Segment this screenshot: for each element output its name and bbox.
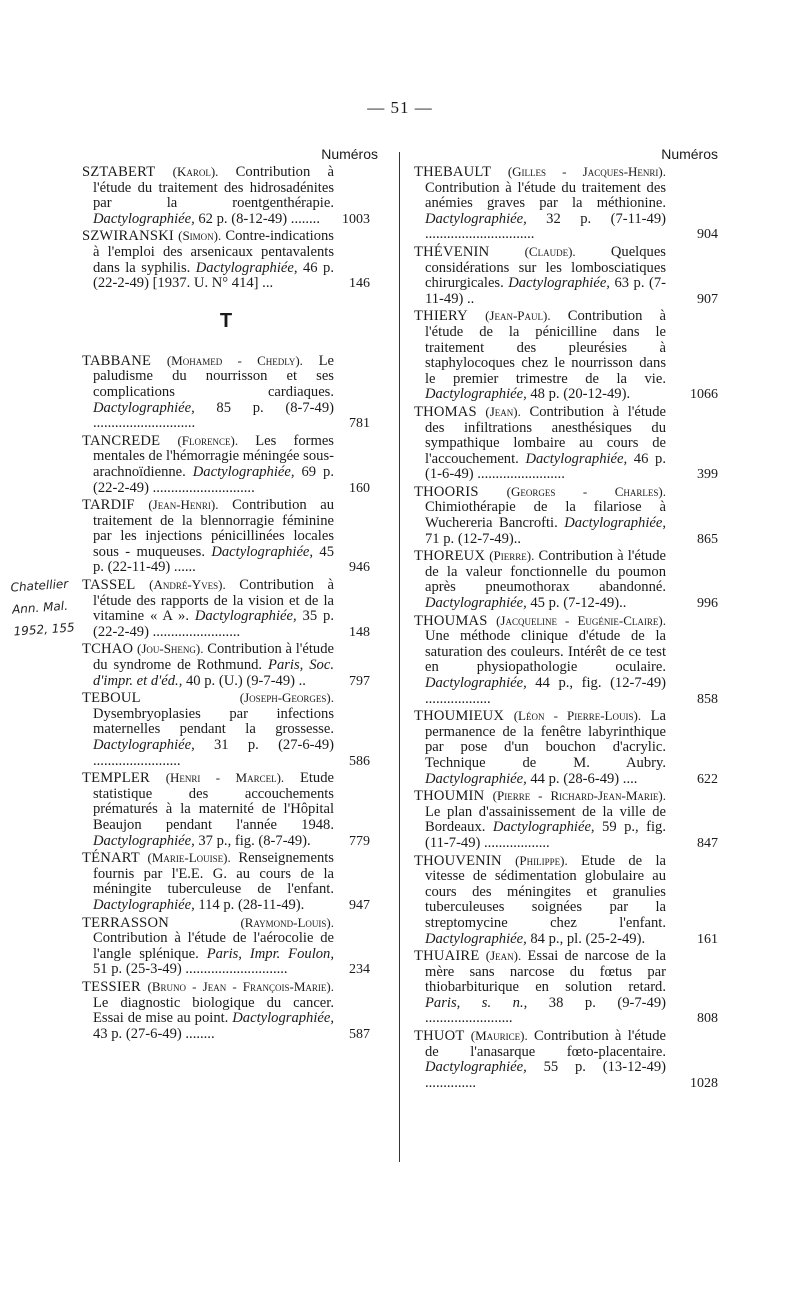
entry-publication: Dactylographiée, [232, 1010, 334, 1027]
entry-number: 865 [697, 531, 718, 547]
index-entry [414, 852, 718, 948]
entry-number: 797 [349, 673, 370, 689]
entry-number: 586 [349, 753, 370, 769]
index-entry [82, 433, 370, 496]
entry-publication: Dactylographiée, [508, 275, 610, 292]
entry-title: Chimiothérapie de la filariose à Wuchereria Bancrofti. [425, 499, 666, 532]
entry-author: TARDIF [82, 497, 135, 514]
entry-details: 38 p. (9-7-49) ........................ [425, 994, 666, 1027]
index-entry [82, 164, 370, 227]
entry-publication: Dactylographiée, [93, 210, 195, 227]
entry-title: Les formes mentales de l'hémorragie méningée sous-arachnoïdienne. [93, 432, 334, 480]
entry-details: 32 p. (7-11-49) .............................. [425, 210, 666, 243]
entry-details: 55 p. (13-12-49) .............. [425, 1059, 666, 1091]
entry-author: TCHAO [82, 641, 134, 658]
entry-number: 904 [697, 227, 718, 243]
entry-publication: Paris, Soc. d'impr. et d'éd., [93, 657, 334, 689]
entry-publication: Dactylographiée, [194, 608, 297, 625]
entry-author: SZTABERT [82, 164, 156, 180]
column-header-left: Numéros [321, 146, 378, 162]
entry-author: THUAIRE [414, 948, 480, 965]
left-entries-before-section [82, 164, 370, 292]
entry-title: Quelques considérations sur les lombosciatiques chirurgicales. [425, 243, 666, 292]
entry-author: TEMPLER [82, 770, 150, 787]
index-entry [82, 979, 370, 1042]
index-entry [82, 850, 370, 913]
entry-given-names: (Claude). [524, 243, 576, 259]
index-entry [82, 497, 370, 576]
index-entry [82, 353, 370, 432]
entry-details: 51 p. (25-3-49) ............................ [93, 961, 288, 978]
entry-details: 62 p. (8-12-49) ........ [194, 210, 320, 227]
entry-details: 84 p., pl. (25-2-49). [526, 930, 646, 947]
left-column [82, 144, 378, 1043]
entry-details: 63 p. (7-11-49) .. [425, 275, 666, 307]
entry-title: Contribution à l'étude de l'aérocolie de l'angle splénique. [93, 930, 334, 962]
entry-publication: Dactylographiée, [211, 543, 314, 560]
entry-publication: Dactylographiée, [492, 819, 595, 836]
entry-given-names: (Henri - Marcel). [165, 770, 285, 786]
entry-number: 946 [349, 560, 370, 576]
entry-details: 44 p. (28-6-49) .... [526, 770, 638, 787]
entry-details: 31 p. (27-6-49) ........................ [93, 737, 334, 769]
entry-publication: Dactylographiée, [192, 463, 295, 480]
entry-given-names: (Mohamed - Chedly). [166, 352, 303, 368]
entry-author: THOUVENIN [414, 852, 502, 869]
entry-title: La permanence de la fenêtre labyrinthique par pose d'un bouchon d'acrylic. Technique de M. Aubry. [425, 708, 666, 771]
entry-given-names: (Pierre). [489, 548, 535, 564]
entry-title: Contre-indications à l'emploi des arsenicaux pentavalents dans la syphilis. [93, 228, 334, 276]
entry-author: TABBANE [82, 352, 152, 369]
index-entry [82, 770, 370, 849]
entry-author: THIERY [414, 308, 468, 325]
entry-number: 161 [697, 931, 718, 947]
entry-author: TERRASSON [82, 914, 169, 931]
entry-given-names: (Pierre - Richard-Jean-Marie). [492, 788, 666, 804]
entry-title: Le paludisme du nourrisson et ses complications cardiaques. [93, 352, 334, 400]
entry-author: TÉNART [82, 850, 140, 867]
entry-number: 587 [349, 1026, 370, 1042]
entry-given-names: (Florence). [177, 432, 239, 448]
right-column [414, 144, 718, 1092]
entry-title: Contribution à l'étude de la valeur fonctionnelle du poumon après pneumothorax abandonné. [425, 548, 666, 596]
entry-details: 114 p. (28-11-49). [194, 896, 305, 913]
index-entry [414, 308, 718, 403]
index-entry [82, 690, 370, 769]
entry-given-names: (Bruno - Jean - François-Marie). [147, 978, 334, 994]
index-entry [414, 483, 718, 547]
entry-number: 996 [697, 596, 718, 612]
entry-author: THUOT [414, 1028, 465, 1045]
entry-details: 69 p. (22-2-49) ............................ [93, 463, 334, 496]
entry-publication: Dactylographiée, [93, 737, 195, 753]
right-entries [414, 164, 718, 1091]
index-entry [414, 708, 718, 787]
entry-publication: Dactylographiée, [564, 515, 666, 532]
entry-number: 160 [349, 480, 370, 496]
index-entry [414, 403, 718, 483]
entry-author: THOORIS [414, 483, 479, 500]
annotation-line: 1952, 155 [13, 620, 76, 639]
entry-title: Le plan d'assainissement de la ville de Bordeaux. [425, 803, 666, 836]
left-entries-after-section [82, 353, 370, 1043]
index-entry [414, 548, 718, 612]
entry-details: 37 p., fig. (8-7-49). [194, 832, 311, 849]
entry-publication: Dactylographiée, [425, 1059, 527, 1076]
entry-given-names: (Simon). [178, 228, 222, 244]
entry-details: 45 p. (7-12-49).. [526, 595, 627, 612]
index-entry [414, 243, 718, 307]
entry-title: Etude de la vitesse de sédimentation globulaire au cours des méningites et granulies tuberculeuses soignées par la streptomycine chez l'enfant. [425, 852, 666, 931]
entry-publication: Dactylographiée, [425, 675, 527, 691]
entry-author: THEBAULT [414, 164, 492, 180]
entry-given-names: (Jean-Paul). [485, 308, 551, 324]
entry-publication: Dactylographiée, [195, 259, 298, 276]
entry-title: Dysembryoplasies par infections maternelles pendant la grossesse. [93, 705, 334, 738]
entry-details: 35 p. (22-2-49) ........................ [93, 608, 334, 640]
column-header-right: Numéros [661, 146, 718, 162]
entry-details: 85 p. (8-7-49) ............................ [93, 399, 334, 432]
index-entry [414, 612, 718, 708]
entry-number: 779 [349, 833, 370, 849]
entry-publication: Paris, Impr. Foulon, [206, 945, 334, 962]
entry-publication: Dactylographiée, [93, 832, 195, 849]
index-entry [414, 164, 718, 243]
entry-number: 907 [697, 291, 718, 307]
entry-details: 43 p. (27-6-49) ........ [93, 1025, 215, 1042]
entry-author: TASSEL [82, 577, 136, 594]
entry-given-names: (Philippe). [515, 852, 568, 868]
section-letter: T [219, 309, 233, 332]
entry-given-names: (Maurice). [470, 1028, 528, 1044]
entry-given-names: (Jou-Sheng). [136, 641, 204, 657]
entry-author: TANCREDE [82, 432, 161, 449]
index-entry [414, 788, 718, 851]
entry-author: THOREUX [414, 548, 486, 565]
entry-given-names: (Raymond-Louis). [240, 914, 334, 930]
entry-publication: Dactylographiée, [93, 896, 195, 913]
entry-number: 1066 [690, 387, 718, 403]
entry-number: 146 [349, 276, 370, 292]
entry-title: Contribution à l'étude du traitement des hidrosadénites par la roentgenthérapie. [93, 164, 334, 212]
entry-author: TESSIER [82, 978, 141, 995]
entry-title: Renseignements fournis par l'E.E. G. au cours de la méningite tuberculeuse de l'enfant. [93, 850, 334, 898]
entry-title: Contribution au traitement de la blennorragie féminine par les injections pénicillinées locales sous - muqueuses. [93, 497, 334, 560]
entry-publication: Dactylographiée, [425, 210, 527, 227]
entry-number: 148 [349, 624, 370, 640]
entry-author: THÉVENIN [414, 243, 490, 260]
entry-given-names: (Jean). [485, 948, 522, 964]
entry-publication: Dactylographiée, [93, 399, 195, 416]
entry-author: THOMAS [414, 403, 477, 420]
entry-given-names: (Georges - Charles). [506, 483, 666, 499]
index-entry [82, 228, 370, 291]
entry-number: 947 [349, 897, 370, 913]
column-divider [399, 152, 400, 1162]
entry-title: Contribution à l'étude du syndrome de Rothmund. [93, 641, 334, 674]
entry-publication: Dactylographiée, [425, 770, 527, 787]
entry-author: THOUMAS [414, 612, 488, 629]
entry-number: 234 [349, 962, 370, 978]
entry-number: 808 [697, 1011, 718, 1027]
annotation-line: Chatellier [10, 576, 69, 595]
entry-number: 1028 [690, 1075, 718, 1091]
entry-publication: Dactylographiée, [425, 595, 527, 612]
entry-title: Essai de narcose de la mère sans narcose du fœtus par thiobarbiturique en solution retard. [425, 948, 666, 996]
index-entry [82, 577, 370, 640]
entry-title: Contribution à l'étude des rapports de la vision et de la vitamine « A ». [93, 577, 334, 625]
entry-given-names: (Joseph-Georges). [239, 690, 334, 706]
entry-title: Contribution à l'étude de l'anasarque fœto-placentaire. [425, 1028, 666, 1060]
entry-title: Etude statistique des accouchements prématurés à la maternité de l'Hôpital Beaujon pendant l'année 1948. [93, 770, 334, 833]
entry-author: SZWIRANSKI [82, 228, 174, 245]
entry-title: Contribution à l'étude de la pénicilline dans le traitement des pleurésies à staphylocoques chez le nourrisson dans le premier trimestre de la vie. [425, 308, 666, 387]
entry-number: 781 [349, 416, 370, 432]
entry-publication: Paris, s. n., [425, 994, 528, 1011]
entry-details: 59 p., fig. (11-7-49) .................. [425, 819, 666, 851]
entry-given-names: (Jean-Henri). [148, 497, 219, 513]
entry-number: 847 [697, 835, 718, 851]
handwritten-annotation [10, 571, 88, 642]
entry-publication: Dactylographiée, [525, 450, 628, 467]
entry-title: Contribution à l'étude des infiltrations anesthésiques du sympathique lombaire au cours de l'accouchement. [425, 403, 666, 467]
page-number: — 51 — [367, 98, 433, 117]
entry-publication: Dactylographiée, [425, 930, 527, 947]
entry-details: 46 p. (1-6-49) ........................ [425, 450, 666, 483]
entry-given-names: (Jean). [485, 403, 521, 419]
entry-details: 45 p. (22-11-49) ...... [93, 543, 334, 576]
entry-author: THOUMIEUX [414, 708, 505, 725]
index-entry [82, 915, 370, 978]
index-entry [414, 948, 718, 1027]
entry-given-names: (Gilles - Jacques-Henri). [507, 164, 666, 179]
entry-given-names: (Jacqueline - Eugénie-Claire). [496, 612, 666, 628]
entry-given-names: (Karol). [172, 164, 219, 179]
index-entry [414, 1028, 718, 1091]
entry-title: Le diagnostic biologique du cancer. Essai de mise au point. [93, 994, 334, 1027]
entry-title: Une méthode clinique d'étude de la saturation des couleurs. Intérêt de ce test en physiopathologie oculaire. [425, 628, 666, 676]
entry-publication: Dactylographiée, [425, 386, 527, 403]
entry-number: 622 [697, 771, 718, 787]
entry-details: 44 p., fig. (12-7-49) .................. [425, 675, 666, 707]
annotation-line: Ann. Mal. [11, 598, 69, 617]
entry-details: 48 p. (20-12-49). [526, 386, 631, 403]
entry-details: 71 p. (12-7-49).. [425, 530, 522, 547]
entry-given-names: (Léon - Pierre-Louis). [513, 708, 642, 724]
entry-number: 1003 [342, 211, 370, 227]
entry-given-names: (Marie-Louise). [147, 850, 231, 866]
entry-number: 858 [697, 691, 718, 707]
entry-details: 46 p. (22-2-49) [1937. U. N° 414] ... [93, 259, 334, 292]
entry-title: Contribution à l'étude du traitement des anémies graves par la méthionine. [425, 179, 666, 212]
entry-number: 399 [697, 467, 718, 483]
entry-details: 40 p. (U.) (9-7-49) .. [182, 672, 306, 689]
entry-author: TEBOUL [82, 690, 141, 707]
entry-given-names: (André-Yves). [149, 577, 226, 593]
index-entry [82, 641, 370, 689]
entry-author: THOUMIN [414, 788, 485, 805]
